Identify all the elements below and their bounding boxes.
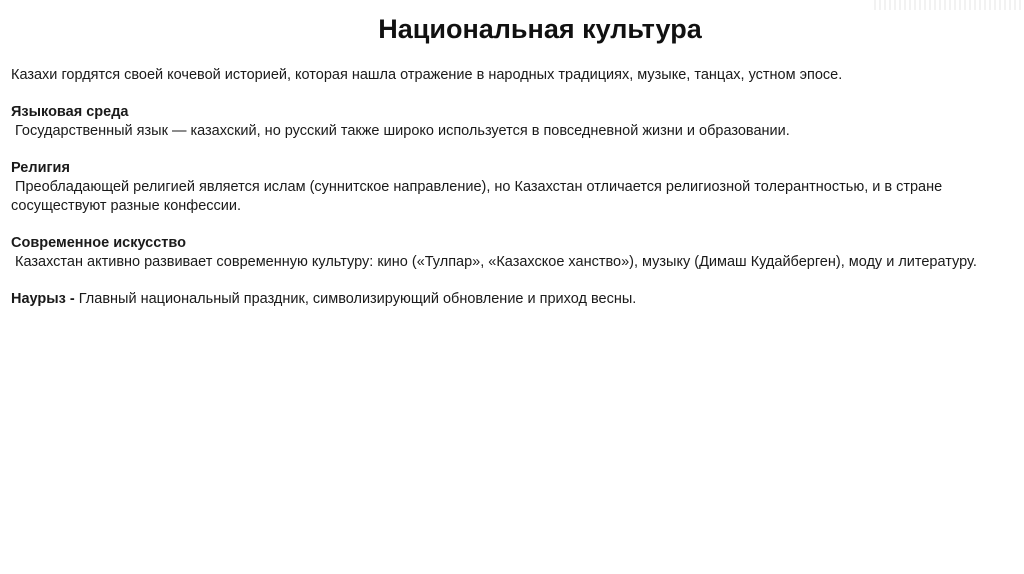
section-text: Преобладающей религией является ислам (суннитское направление), но Казахстан отличается религиозной толерантностью, и в стране сосуществуют разные конфессии. — [11, 179, 947, 214]
nauryz-term: Наурыз - — [11, 291, 79, 307]
intro-paragraph: Казахи гордятся своей кочевой историей, которая нашла отражение в народных традициях, музыке, танцах, устном эпосе. — [11, 67, 843, 83]
section-text: Государственный язык — казахский, но русский также широко используется в повседневной жизни и образовании. — [11, 123, 790, 139]
section-language — [11, 103, 986, 141]
section-modern-art — [11, 234, 986, 272]
slide-content — [11, 66, 986, 309]
section-heading: Религия — [11, 160, 70, 176]
slide-title: Национальная культура — [378, 14, 702, 44]
section-nauryz — [11, 290, 986, 309]
nauryz-text: Главный национальный праздник, символизирующий обновление и приход весны. — [78, 291, 637, 307]
section-religion — [11, 159, 986, 216]
section-heading: Языковая среда — [11, 104, 129, 120]
corner-decoration — [874, 0, 1024, 10]
section-heading: Современное искусство — [11, 235, 186, 251]
section-text: Казахстан активно развивает современную культуру: кино («Тулпар», «Казахское ханство»), музыку (Димаш Кудайберген), моду и литературу. — [11, 254, 977, 270]
